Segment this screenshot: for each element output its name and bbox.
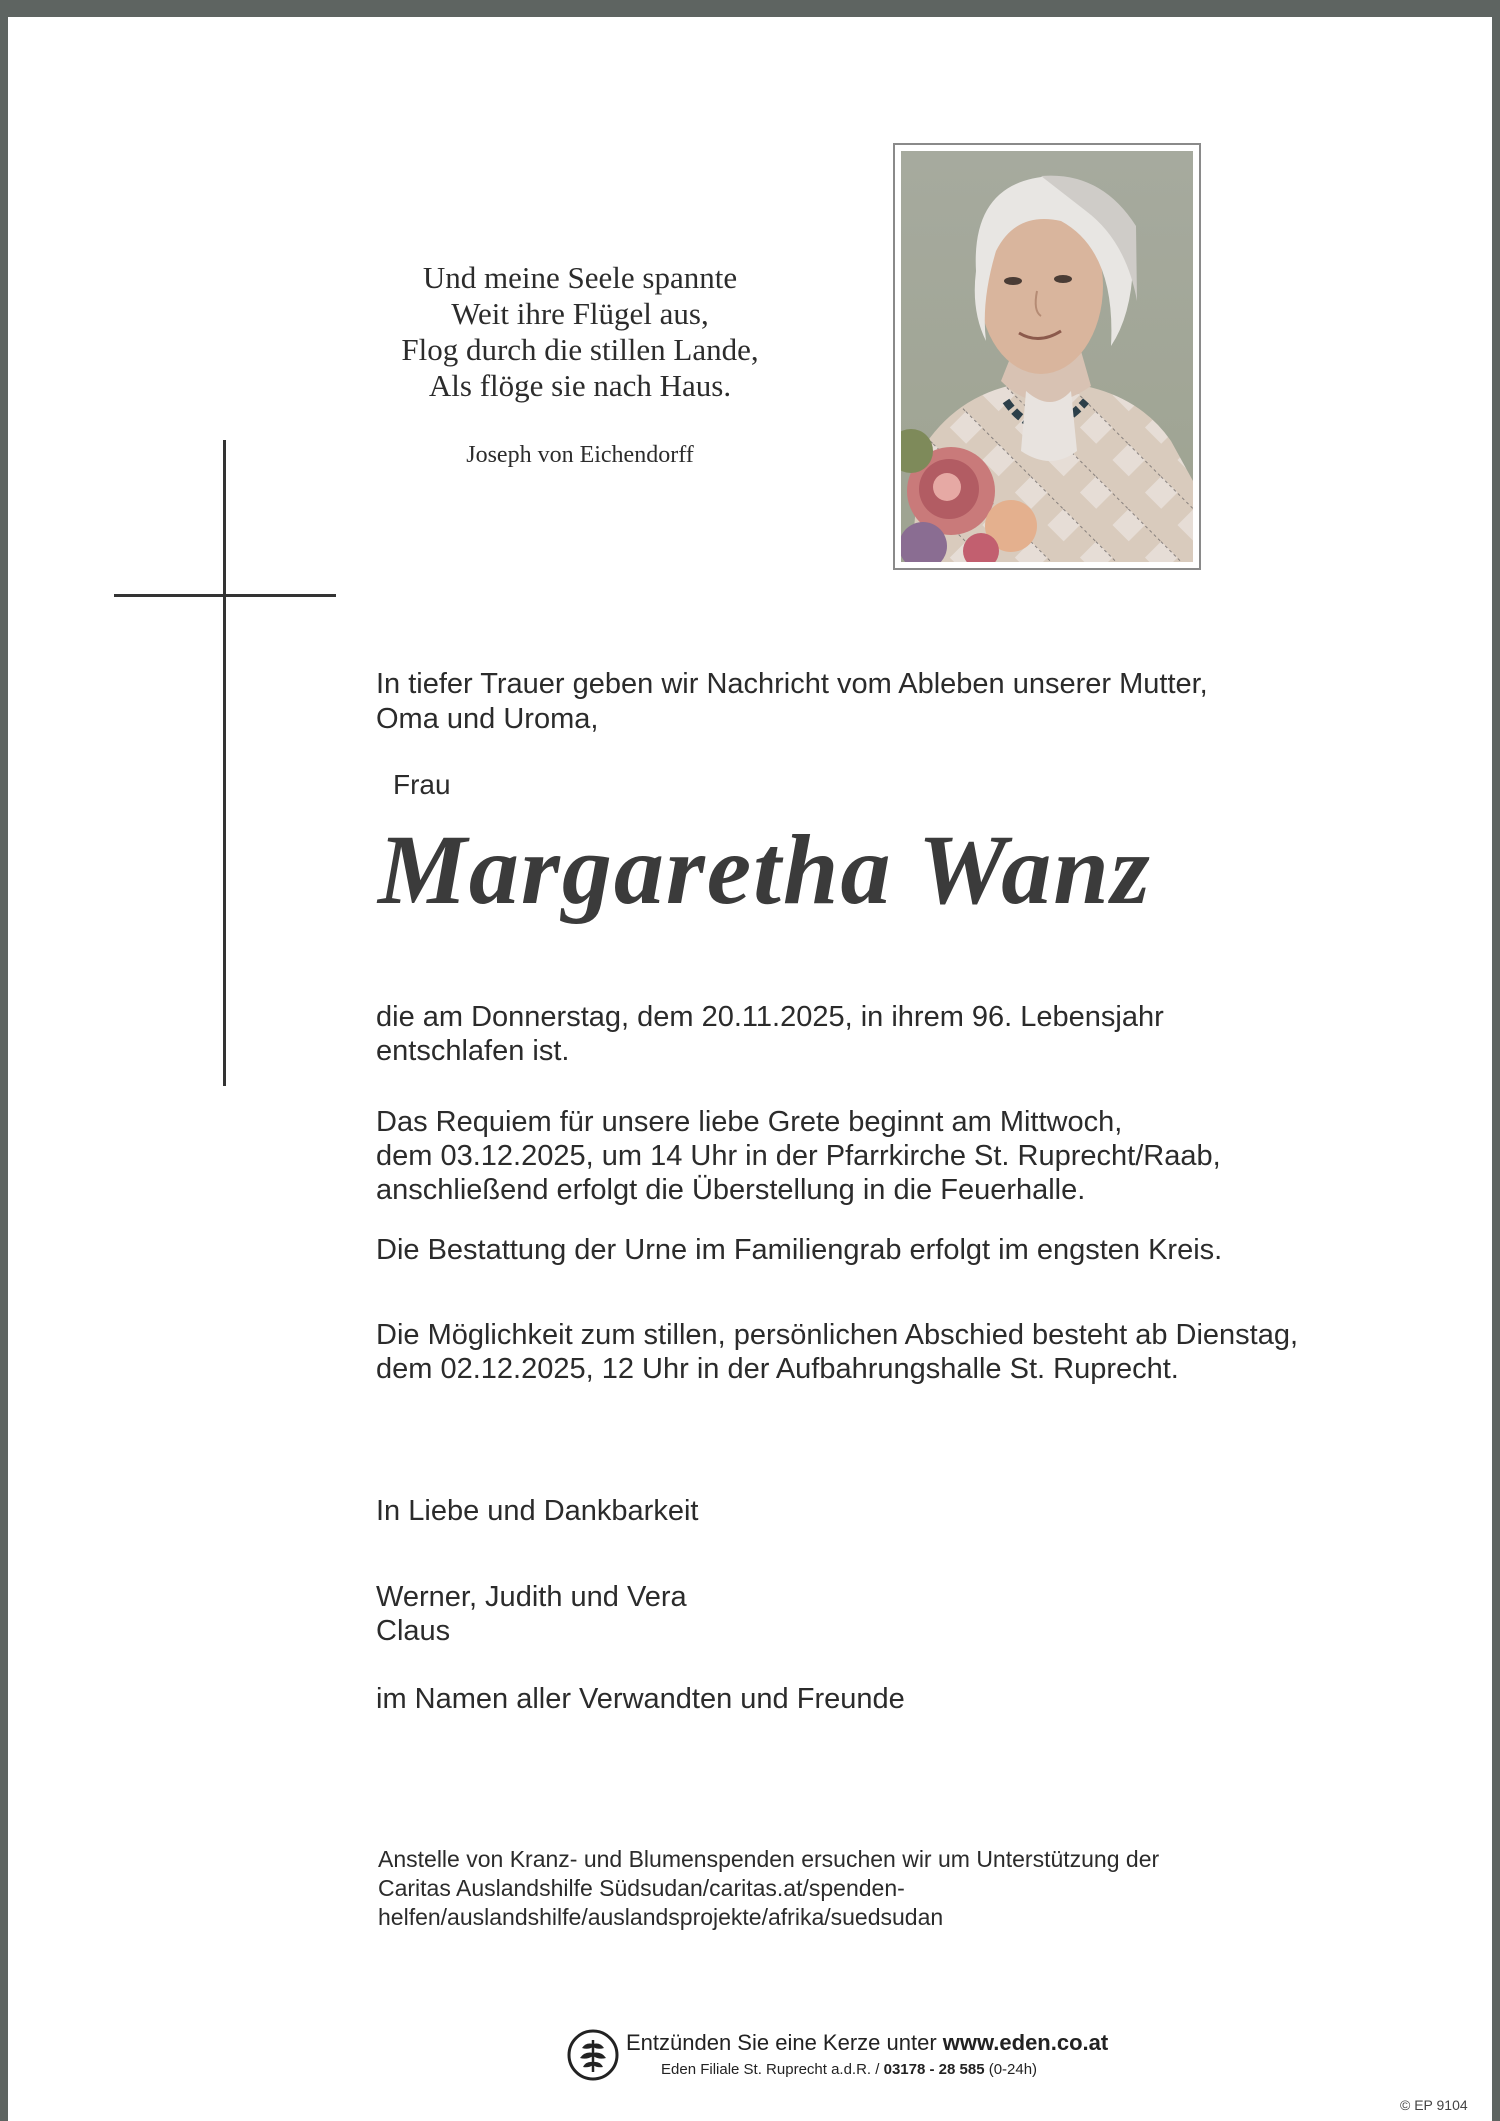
portrait-photo	[893, 143, 1201, 570]
cross-horizontal-bar	[114, 594, 336, 597]
candle-line	[626, 2030, 1108, 2056]
eden-tree-logo-icon	[566, 2028, 620, 2082]
family-line-2: Claus	[376, 1615, 451, 1647]
relatives-text: im Namen aller Verwandten und Freunde	[376, 1683, 905, 1715]
poem	[330, 260, 830, 404]
salutation: Frau	[393, 769, 451, 800]
poem-line-1: Und meine Seele spannte	[422, 260, 738, 295]
candle-text: Entzünden Sie eine Kerze unter	[626, 2030, 943, 2055]
branch-hours: (0-24h)	[984, 2061, 1038, 2078]
requiem-line-2: dem 03.12.2025, um 14 Uhr in der Pfarrkirche St. Ruprecht/Raab,	[376, 1140, 1221, 1172]
intro-line-1: In tiefer Trauer geben wir Nachricht vom Ableben unserer Mutter,	[376, 668, 1208, 700]
closing-text: In Liebe und Dankbarkeit	[376, 1495, 699, 1527]
deceased-name: Margaretha Wanz	[378, 814, 1152, 925]
poem-line-3: Flog durch die stillen Lande,	[401, 332, 759, 367]
intro-line-2: Oma und Uroma,	[376, 703, 599, 735]
poem-line-2: Weit ihre Flügel aus,	[451, 296, 709, 331]
branch-phone: 03178 - 28 585	[883, 2061, 985, 2078]
farewell-line-1: Die Möglichkeit zum stillen, persönlichen Abschied besteht ab Dienstag,	[376, 1319, 1299, 1351]
donation-line-2: Caritas Auslandshilfe Südsudan/caritas.at/spenden-	[378, 1875, 905, 1901]
requiem-line-3: anschließend erfolgt die Überstellung in die Feuerhalle.	[376, 1174, 1086, 1206]
scan-edge	[1492, 0, 1500, 2121]
farewell-line-2: dem 02.12.2025, 12 Uhr in der Aufbahrungshalle St. Ruprecht.	[376, 1353, 1179, 1385]
death-line-2: entschlafen ist.	[376, 1035, 570, 1067]
document-code: © EP 9104	[1400, 2097, 1468, 2113]
family-line-1: Werner, Judith und Vera	[376, 1581, 687, 1613]
donation-line-3: helfen/auslandshilfe/auslandsprojekte/afrika/suedsudan	[378, 1904, 944, 1930]
donation-line-1: Anstelle von Kranz- und Blumenspenden ersuchen wir um Unterstützung der	[378, 1846, 1160, 1872]
portrait-image	[901, 151, 1193, 562]
candle-link[interactable]: www.eden.co.at	[942, 2030, 1109, 2055]
donation-note	[378, 1845, 1159, 1932]
death-line-1: die am Donnerstag, dem 20.11.2025, in ihrem 96. Lebensjahr	[376, 1001, 1164, 1033]
branch-line	[661, 2061, 1037, 2078]
burial-text: Die Bestattung der Urne im Familiengrab erfolgt im engsten Kreis.	[376, 1234, 1223, 1266]
branch-name: Eden Filiale St. Ruprecht a.d.R. /	[661, 2061, 884, 2078]
requiem-line-1: Das Requiem für unsere liebe Grete beginnt am Mittwoch,	[376, 1106, 1123, 1138]
cross-vertical-bar	[223, 440, 226, 1086]
poem-author: Joseph von Eichendorff	[466, 442, 694, 468]
poem-line-4: Als flöge sie nach Haus.	[428, 368, 732, 403]
